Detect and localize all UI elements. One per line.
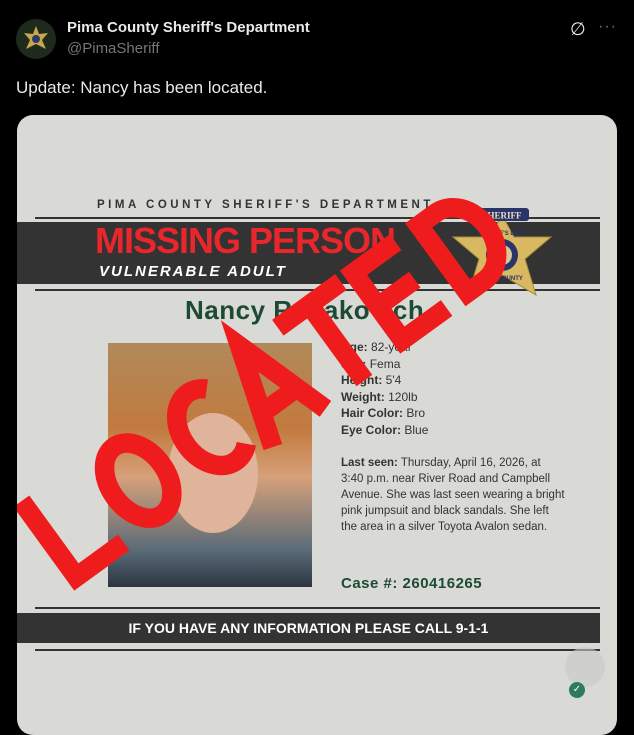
image-action-button[interactable] <box>565 647 605 687</box>
grok-icon[interactable]: ∅ <box>570 19 586 39</box>
flyer-title: MISSING PERSON <box>95 220 396 261</box>
detail-age: Age: 82-year <box>341 340 412 354</box>
user-handle[interactable]: @PimaSheriff <box>67 40 160 57</box>
badge-text-dept: SHERIFF'S DEPT <box>477 231 527 237</box>
divider <box>35 607 600 609</box>
check-icon: ✓ <box>569 682 585 698</box>
call-banner: IF YOU HAVE ANY INFORMATION PLEASE CALL 9-1-1 <box>17 613 600 643</box>
more-icon[interactable]: ··· <box>598 18 617 35</box>
post-image[interactable] <box>17 115 617 735</box>
person-photo <box>108 343 312 587</box>
flyer-department: PIMA COUNTY SHERIFF'S DEPARTMENT <box>97 199 434 211</box>
badge-text-county: PIMA COUNTY <box>481 276 523 282</box>
flyer-subtitle: VULNERABLE ADULT <box>99 263 287 280</box>
last-seen: Last seen: Thursday, April 16, 2026, at 3:40 p.m. near River Road and Campbell Avenue. She was last seen wearing a bright pink jumpsuit and black sandals. She left the area in a silver Toyota Avalon sedan. <box>341 457 565 533</box>
case-number: Case #: 260416265 <box>341 575 483 592</box>
sheriff-star-icon <box>21 24 51 54</box>
person-name: Nancy Radakovich <box>185 295 425 325</box>
detail-sex: Sex: Fema <box>341 356 401 371</box>
person-details <box>341 339 428 438</box>
detail-eyes: Eye Color: Blue <box>341 422 429 437</box>
display-name[interactable]: Pima County Sheriff's Department <box>67 19 310 36</box>
sheriff-badge-icon <box>447 205 557 301</box>
badge-text-sheriff: SHERIFF <box>482 210 522 221</box>
avatar[interactable] <box>16 19 56 59</box>
detail-weight: Weight: 120lb <box>341 389 418 404</box>
detail-height: Height: 5'4 <box>341 373 402 387</box>
detail-hair: Hair Color: Bro <box>341 406 426 420</box>
divider <box>35 649 600 651</box>
post-text: Update: Nancy has been located. <box>16 78 268 97</box>
